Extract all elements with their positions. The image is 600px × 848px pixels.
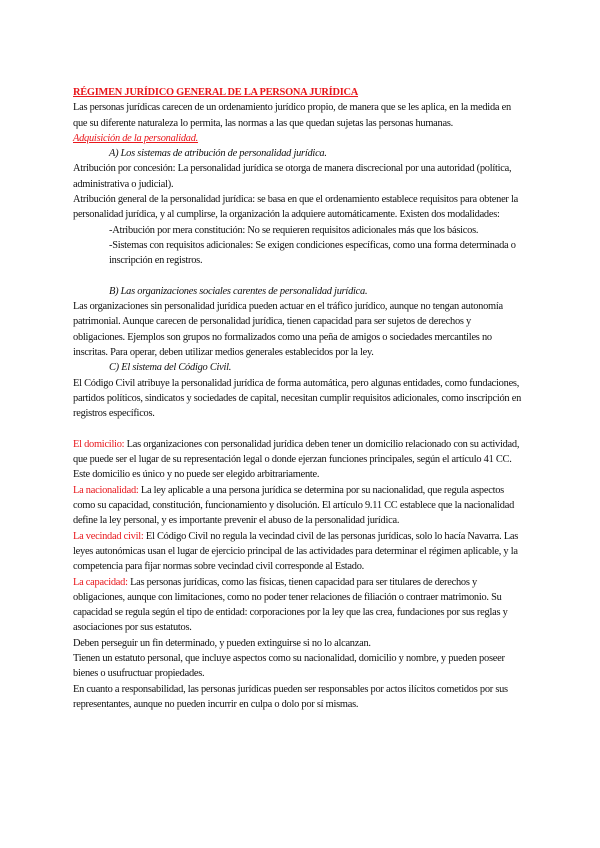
label-nacionalidad: La nacionalidad: [73, 484, 139, 496]
label-domicilio: El domicilio: [73, 438, 125, 450]
text-domicilio: Las organizaciones con personalidad jurídica deben tener un domicilio relacionado con su actividad, que puede ser el lugar de su representación legal o donde ejerzan funciones principales, según el artículo 41 CC. Este domicilio es único y no puede ser elegido arbitrariamente. [73, 438, 520, 481]
subheading-a: A) Los sistemas de atribución de personalidad jurídica. [109, 148, 327, 160]
label-capacidad: La capacidad: [73, 576, 128, 588]
paragraph-nacionalidad [73, 483, 523, 529]
paragraph-estatuto: Tienen un estatuto personal, que incluye aspectos como su nacionalidad, domicilio y nombre, y pueden poseer bienes o usufructuar propiedades. [73, 652, 505, 680]
document-title: RÉGIMEN JURÍDICO GENERAL DE LA PERSONA JURÍDICA [73, 87, 359, 98]
subheading-b: B) Las organizaciones sociales carentes de personalidad jurídica. [109, 285, 368, 297]
label-vecindad: La vecindad civil: [73, 530, 144, 542]
section-heading-adquisicion: Adquisición de la personalidad. [73, 132, 199, 144]
paragraph-atribucion-general: Atribución general de la personalidad jurídica: se basa en que el ordenamiento establece requisitos para obtener la personalidad jurídica, y al cumplirse, la organización la adquiere automáticamente. Existen dos modalidades: [73, 194, 518, 221]
paragraph-capacidad [73, 575, 523, 636]
document-page [73, 85, 523, 712]
modalidad-requisitos-adicionales: -Sistemas con requisitos adicionales: Se exigen condiciones específicas, como una forma determinada o inscripción en registros. [109, 239, 516, 267]
text-vecindad: El Código Civil no regula la vecindad civil de las personas jurídicas, solo lo hacía Navarra. Las leyes autonómicas usan el lugar de ejercicio principal de las actividades para determinar el régimen aplicable, y la competencia para fijar normas sobre vecindad civil corresponde al Estado. [73, 530, 519, 573]
paragraph-vecindad [73, 529, 523, 575]
text-nacionalidad: La ley aplicable a una persona jurídica se determina por su nacionalidad, que regula aspectos como su capacidad, constitución, funcionamiento y disolución. El artículo 9.11 CC establece que la nacionalidad define la ley personal, y es importante prevenir el abuso de la personalidad jurídica. [73, 484, 515, 527]
spacer [73, 422, 523, 437]
paragraph-concesion: Atribución por concesión: La personalidad jurídica se otorga de manera discrecional por una autoridad (política, administrativa o judicial). [73, 163, 512, 190]
text-capacidad: Las personas jurídicas, como las físicas, tienen capacidad para ser titulares de derechos y obligaciones, aunque con limitaciones, como no poder tener relaciones de filiación o contraer matrimonio. Su capacidad se regula según el tipo de entidad: corporaciones por la ley que las crea, fundaciones por sus reglas y asociaciones por sus estatutos. [73, 576, 508, 634]
paragraph-responsabilidad: En cuanto a responsabilidad, las personas jurídicas pueden ser responsables por actos ilícitos cometidos por sus representantes, aunque no pueden incurrir en culpa o dolo por sí mismas. [73, 683, 508, 710]
paragraph-domicilio [73, 437, 523, 483]
paragraph-c: El Código Civil atribuye la personalidad jurídica de forma automática, pero algunas entidades, como fundaciones, partidos políticos, sindicatos y sociedades de capital, necesitan cumplir requisitos adicionales, como inscripción en registros específicos. [73, 377, 522, 420]
modalidad-mera-constitucion: -Atribución por mera constitución: No se requieren requisitos adicionales más que los básicos. [109, 224, 479, 236]
subheading-c: C) El sistema del Código Civil. [109, 362, 232, 374]
paragraph-fin: Deben perseguir un fin determinado, y pueden extinguirse si no lo alcanzan. [73, 637, 371, 649]
paragraph-b: Las organizaciones sin personalidad jurídica pueden actuar en el tráfico jurídico, aunque no tengan autonomía patrimonial. Aunque carecen de personalidad jurídica, tienen capacidad para ser sujetos de derechos y obligaciones. Ejemplos son grupos no formalizados como una peña de amigos o sociedades mercantiles no inscritas. Para operar, deben utilizar medios generales establecidos por la ley. [73, 301, 503, 359]
intro-paragraph: Las personas jurídicas carecen de un ordenamiento jurídico propio, de manera que se les aplica, en la medida en que su diferente naturaleza lo permita, las normas a las que quedan sujetas las personas humanas. [73, 102, 511, 129]
spacer [73, 269, 523, 284]
